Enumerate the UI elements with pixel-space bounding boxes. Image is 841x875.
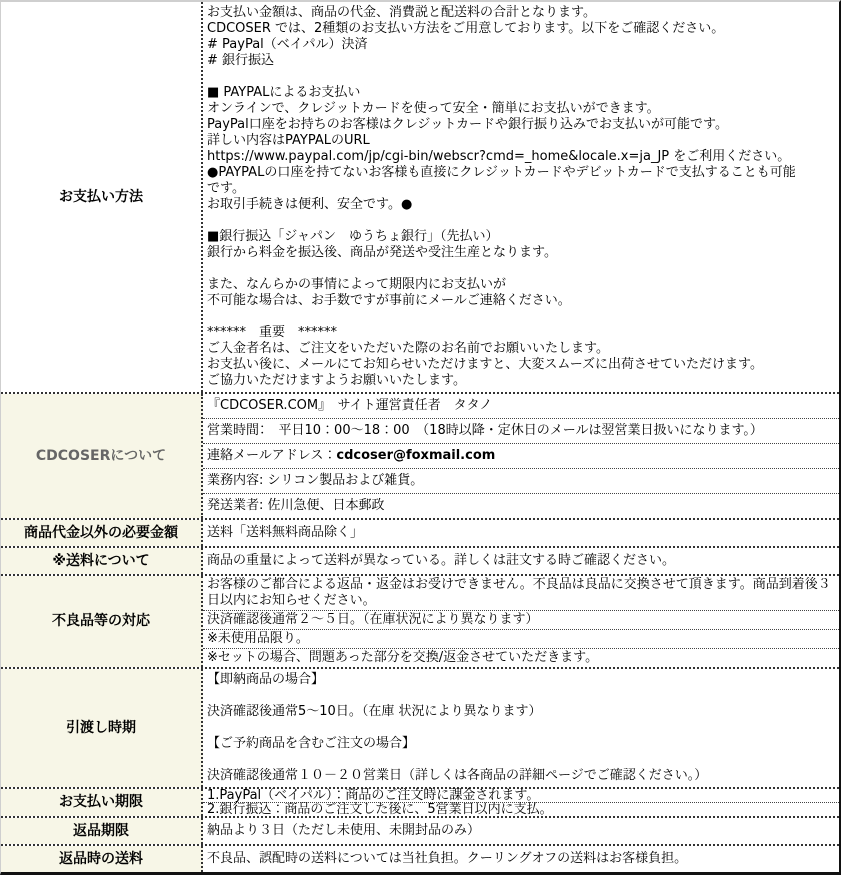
return-deadline-content: 納品より３日（ただし未使用、未開封品のみ） [207, 823, 481, 838]
text-line: 【即納商品の場合】 [207, 672, 325, 687]
text-line [207, 309, 837, 325]
payment-deadline-row: 1.PayPal（ベイパル）：商品のご注文時に課金されます。 [207, 788, 540, 803]
text-line [207, 752, 837, 768]
payment-deadline-content [203, 789, 839, 816]
text-line: お取引手続きは便利、安全です。● [207, 197, 413, 212]
business-description-row: 業務内容: シリコン製品および雑貨。 [203, 468, 839, 493]
text-line: ■ PAYPALによるお支払い [207, 85, 361, 100]
text-line: オンラインで、クレジットカードを使って安全・簡単にお支払いができます。 [207, 101, 660, 116]
extra-fees-label: 商品代金以外の必要金額 [1, 520, 203, 546]
business-hours-row: 営業時間： 平日10：00～18：00 （18時以降・定休日のメールは翌営業日扱いになります。） [203, 418, 839, 443]
contact-email-row [203, 443, 839, 468]
section-payment-method [1, 2, 839, 392]
delivery-time-label: 引渡し時期 [1, 669, 203, 787]
shipping-fee-note-label: ※送料について [1, 548, 203, 574]
contact-email-prefix: 連絡メールアドレス： [207, 448, 337, 463]
text-line [207, 688, 837, 704]
text-line [207, 213, 837, 229]
defective-items-row: 決済確認後通常２～５日。（在庫状況により異なります） [203, 610, 839, 629]
text-line: お支払い金額は、商品の代金、消費説と配送料の合計となります。 [207, 5, 596, 20]
about-cdcoser-label: CDCOSERについて [1, 394, 203, 518]
site-operator-row: 『CDCOSER.COM』 サイト運営責任者 タタノ [207, 398, 493, 413]
text-line: # PayPal（ベイパル）決済 [207, 37, 368, 52]
defective-items-row: ※セットの場合、問題あった部分を交換/返金させていただきます。 [203, 648, 839, 667]
section-about-cdcoser [1, 392, 839, 518]
text-line [207, 720, 837, 736]
text-line: ■銀行振込「ジャパン ゆうちょ銀行」（先払い） [207, 229, 499, 244]
text-line: PayPal口座をお持ちのお客様はクレジットカードや銀行振り込みでお支払いが可能です。 [207, 117, 728, 132]
payment-method-label: お支払い方法 [1, 2, 203, 392]
payment-deadline-row: 2.銀行振込：商品のご注文した後に、5営業日以内に支払。 [203, 802, 839, 816]
return-deadline-label: 返品期限 [1, 818, 203, 844]
text-line: ****** 重要 ****** [207, 325, 338, 340]
text-line: 詳しい内容はPAYPALのURL [207, 133, 370, 148]
section-extra-fees [1, 518, 839, 546]
text-line: また、なんらかの事情によって期限内にお支払いが [207, 277, 507, 292]
text-line [207, 69, 837, 85]
text-line: お支払い後に、メールにてお知らせいただけますと、大変スムーズに出荷させていただけます。 [207, 357, 764, 372]
return-shipping-fee-content: 不良品、誤配時の送料については当社負担。クーリングオフの送料はお客様負担。 [207, 851, 688, 866]
defective-items-row: お客様のご都合による返品・返金はお受けできません。不良品は良品に交換させて頂きます。商品到着後３日以内にお知らせください。 [207, 577, 831, 608]
text-line: # 銀行振込 [207, 53, 275, 68]
section-defective-items [1, 574, 839, 667]
delivery-time-content [203, 669, 839, 787]
text-line: 銀行から料金を振込後、商品が発送や受注生産となります。 [207, 245, 557, 260]
text-line: ご入金者名は、ご注文をいただいた際のお名前でお願いいたします。 [207, 341, 609, 356]
text-line: ご協力いただけますようお願いいたします。 [207, 373, 466, 388]
defective-items-label: 不良品等の対応 [1, 576, 203, 667]
defective-items-row: ※未使用品限り。 [203, 629, 839, 648]
return-shipping-fee-label: 返品時の送料 [1, 846, 203, 872]
extra-fees-content: 送料「送料無料商品除く」 [207, 525, 364, 540]
text-line: 【ご予約商品を含むご注文の場合】 [207, 736, 416, 751]
text-line: CDCOSER では、2種類のお支払い方法をご用意しております。以下をご確認ください。 [207, 21, 725, 36]
section-shipping-fee-note [1, 546, 839, 574]
contact-email-address: cdcoser@foxmail.com [336, 448, 496, 463]
section-payment-deadline [1, 787, 839, 816]
text-line: 不可能な場合は、お手数ですが事前にメールご連絡ください。 [207, 293, 571, 308]
defective-items-content [203, 576, 839, 667]
text-line: です。 [207, 181, 245, 196]
payment-method-content [203, 2, 839, 392]
shipping-fee-note-content: 商品の重量によって送料が異なっている。詳しくは註文する時ご確認ください。 [207, 553, 676, 568]
text-line: ●PAYPALの口座を持てないお客様も直接にクレジットカードやデビットカードで支払することも可能 [207, 165, 796, 180]
text-line: 決済確認後通常5～10日。（在庫 状況により異なります） [207, 704, 542, 719]
payment-deadline-label: お支払い期限 [1, 789, 203, 816]
text-line: 決済確認後通常１０－２０営業日（詳しくは各商品の詳細ページでご確認ください。） [207, 768, 708, 783]
text-line: https://www.paypal.com/jp/cgi-bin/webscr?cmd=_home&locale.x=ja_JP をご利用ください。 [207, 149, 791, 164]
section-return-deadline [1, 816, 839, 844]
section-delivery-time [1, 667, 839, 787]
shipping-carriers-row: 発送業者: 佐川急便、日本郵政 [203, 493, 839, 518]
about-cdcoser-content [203, 394, 839, 518]
text-line [207, 261, 837, 277]
